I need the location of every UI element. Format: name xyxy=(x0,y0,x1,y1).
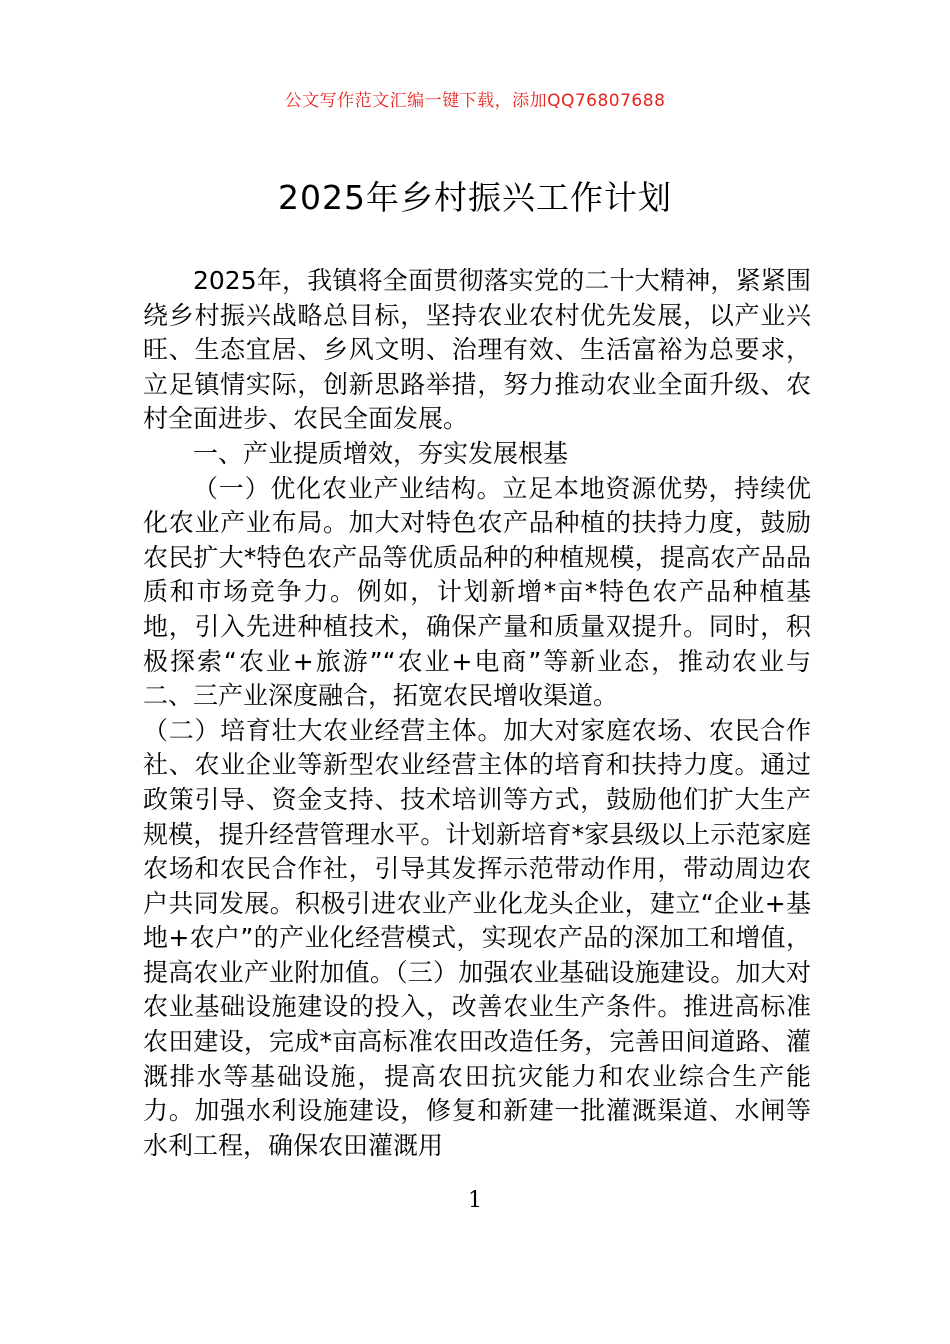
body-paragraph: （一）优化农业产业结构。立足本地资源优势，持续优化农业产业布局。加大对特色农产品种植的扶持力度，鼓励农民扩大*特色农产品等优质品种的种植规模，提高农产品品质和市场竞争力。例如，计划新增*亩*特色农产品种植基地，引入先进种植技术，确保产量和质量双提升。同时，积极探索“农业+旅游”“农业+电商”等新业态，推动农业与二、三产业深度融合，拓宽农民增收渠道。 xyxy=(143,473,811,711)
body-paragraph: （二）培育壮大农业经营主体。加大对家庭农场、农民合作社、农业企业等新型农业经营主体的培育和扶持力度。通过政策引导、资金支持、技术培训等方式，鼓励他们扩大生产规模，提升经营管理水平。计划新培育*家县级以上示范家庭农场和农民合作社，引导其发挥示范带动作用，带动周边农户共同发展。积极引进农业产业化龙头企业，建立“企业+基地+农户”的产业化经营模式，实现农产品的深加工和增值，提高农业产业附加值。（三）加强农业基础设施建设。加大对农业基础设施建设的投入，改善农业生产条件。推进高标准农田建设，完成*亩高标准农田改造任务，完善田间道路、灌溉排水等基础设施，提高农田抗灾能力和农业综合生产能力。加强水利设施建设，修复和新建一批灌溉渠道、水闸等水利工程，确保农田灌溉用 xyxy=(143,715,811,1160)
intro-paragraph: 2025年，我镇将全面贯彻落实党的二十大精神，紧紧围绕乡村振兴战略总目标，坚持农业农村优先发展，以产业兴旺、生态宜居、乡风文明、治理有效、生活富裕为总要求，立足镇情实际，创新思路举措，努力推动农业全面升级、农村全面进步、农民全面发展。 xyxy=(143,266,811,434)
document-title: 2025年乡村振兴工作计划 xyxy=(278,178,672,217)
header-note: 公文写作范文汇编一键下载，添加QQ76807688 xyxy=(284,91,666,111)
page-number: 1 xyxy=(468,1188,482,1213)
document-body xyxy=(143,264,811,1163)
section-heading: 一、产业提质增效，夯实发展根基 xyxy=(193,438,569,468)
